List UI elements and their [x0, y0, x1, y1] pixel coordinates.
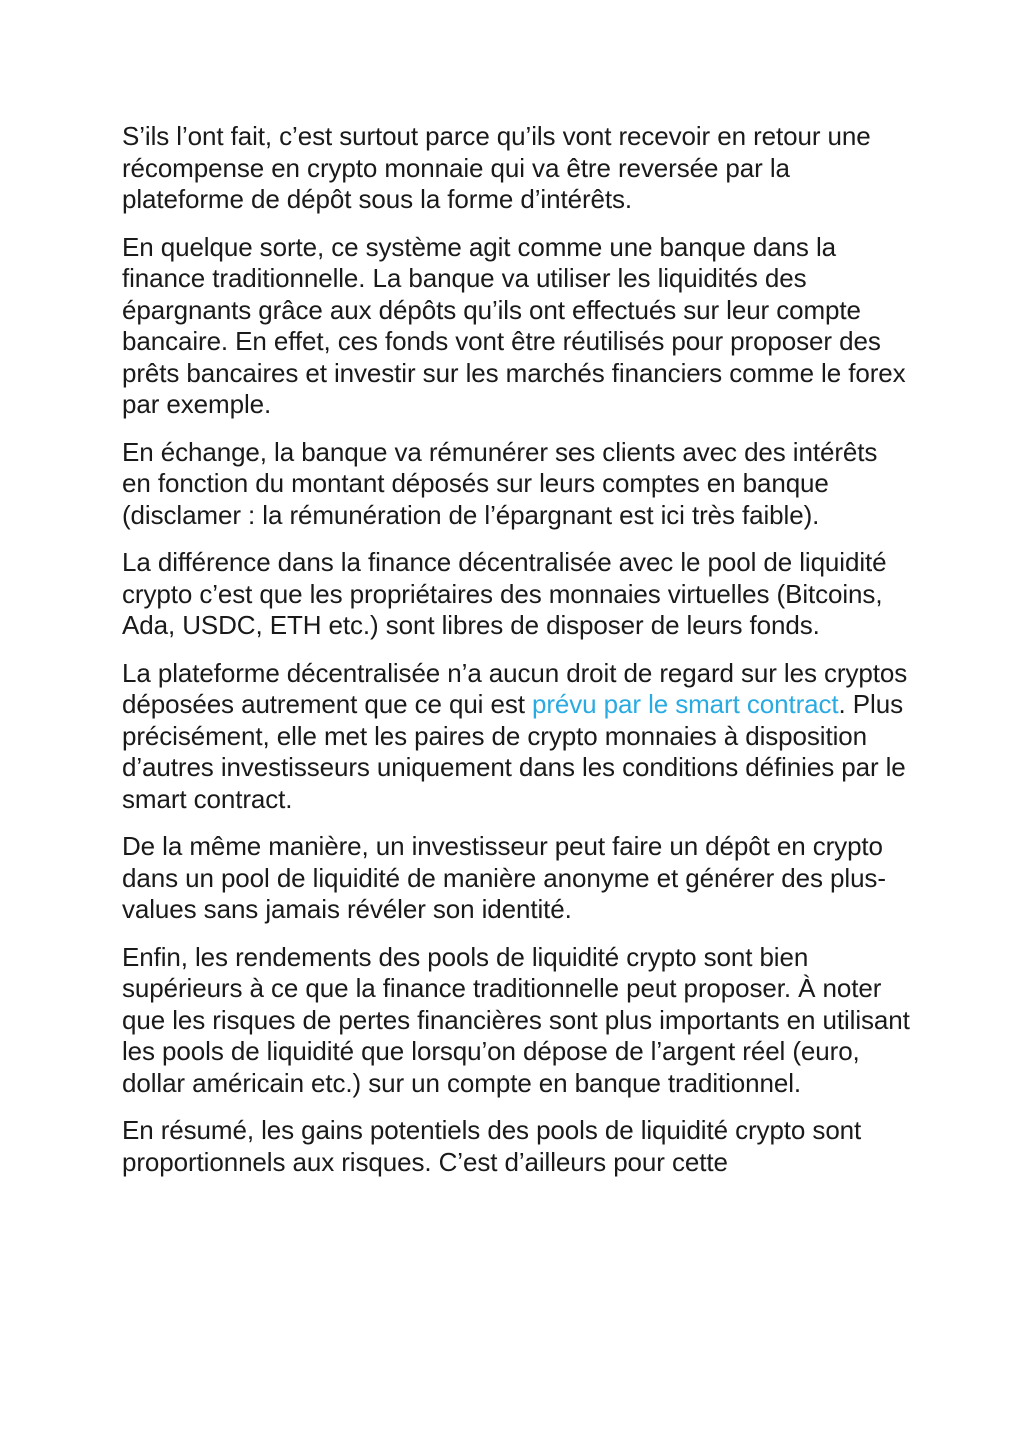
paragraph-3: En échange, la banque va rémunérer ses clients avec des intérêts en fonction du montant déposés sur leurs comptes en banque (disclamer : la rémunération de l’épargnant est ici très faible). — [122, 436, 878, 530]
paragraph-8: En résumé, les gains potentiels des pools de liquidité crypto sont proportionnels aux risques. C’est d’ailleurs pour cette — [122, 1115, 862, 1177]
paragraph-5-text-after: . Plus précisément, elle met les paires de crypto monnaies à disposition d’autres investisseurs uniquement dans les conditions définies par le smart contract. — [122, 689, 906, 814]
paragraph-1: S’ils l’ont fait, c’est surtout parce qu’ils vont recevoir en retour une récompense en crypto monnaie qui va être reversée par la plateforme de dépôt sous la forme d’intérêts. — [122, 121, 871, 214]
paragraph-5 — [122, 658, 912, 816]
smart-contract-link[interactable]: prévu par le smart contract — [532, 689, 839, 719]
paragraph-5-text-before: La plateforme décentralisée n’a aucun droit de regard sur les cryptos déposées autrement que ce qui est — [122, 657, 908, 719]
paragraph-6: De la même manière, un investisseur peut faire un dépôt en crypto dans un pool de liquidité de manière anonyme et générer des plus-values sans jamais révéler son identité. — [122, 831, 886, 924]
document-body — [122, 121, 912, 1194]
paragraph-2: En quelque sorte, ce système agit comme une banque dans la finance traditionnelle. La banque va utiliser les liquidités des épargnants grâce aux dépôts qu’ils ont effectués sur leur compte bancaire. En effet, ces fonds vont être réutilisés pour proposer des prêts bancaires et investir sur les marchés financiers comme le forex par exemple. — [122, 231, 906, 419]
paragraph-7: Enfin, les rendements des pools de liquidité crypto sont bien supérieurs à ce que la finance traditionnelle peut proposer. À noter que les risques de pertes financières sont plus importants en utilisant les pools de liquidité que lorsqu’on dépose de l’argent réel (euro, dollar américain etc.) sur un compte en banque traditionnel. — [122, 941, 910, 1098]
paragraph-4: La différence dans la finance décentralisée avec le pool de liquidité crypto c’est que les propriétaires des monnaies virtuelles (Bitcoins, Ada, USDC, ETH etc.) sont libres de disposer de leurs fonds. — [122, 547, 887, 640]
